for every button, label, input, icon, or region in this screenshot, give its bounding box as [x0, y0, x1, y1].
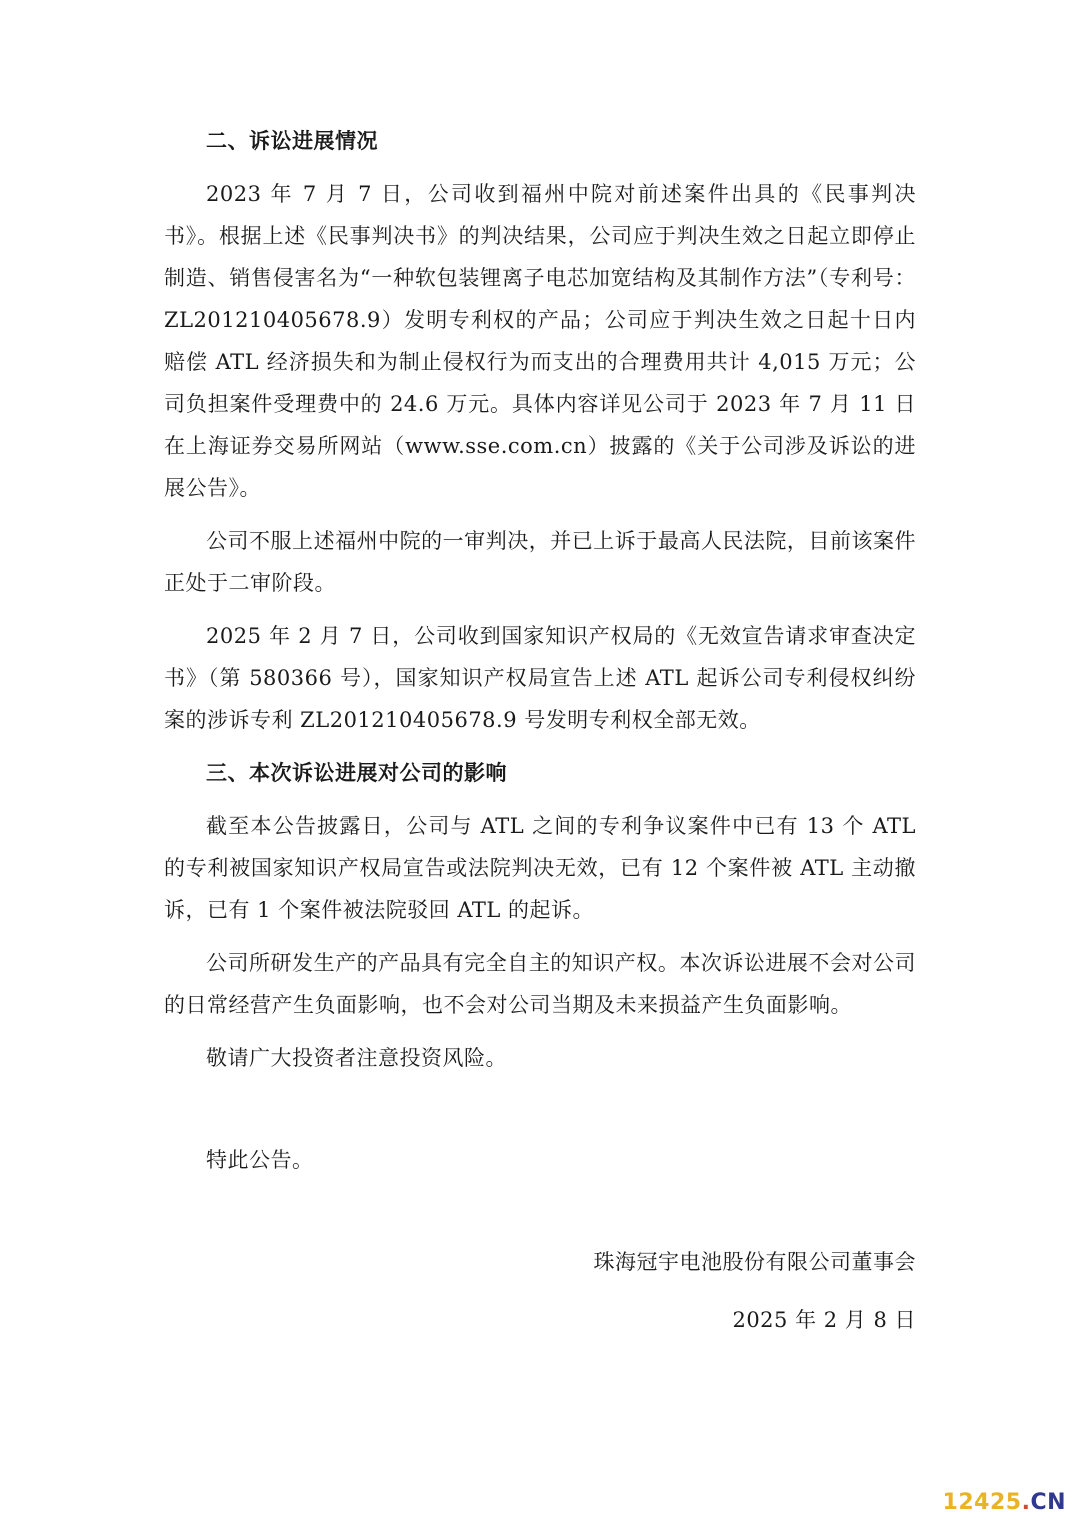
spacer	[164, 509, 916, 520]
spacer	[164, 1079, 916, 1139]
site-watermark	[943, 1490, 1066, 1515]
announcement-page	[164, 120, 916, 1341]
spacer	[164, 1026, 916, 1037]
risk-warning: 敬请广大投资者注意投资风险。	[206, 1046, 507, 1070]
watermark-suffix: CN	[1030, 1490, 1066, 1515]
closing-statement: 特此公告。	[206, 1148, 314, 1172]
watermark-dot: .	[1021, 1490, 1031, 1515]
section3-heading: 三、本次诉讼进展对公司的影响	[206, 761, 507, 785]
signature-date: 2025 年 2 月 8 日	[732, 1308, 916, 1332]
spacer	[164, 1181, 916, 1241]
spacer	[164, 162, 916, 173]
section3-paragraph-2: 公司所研发生产的产品具有完全自主的知识产权。本次诉讼进展不会对公司的日常经营产生负面影响，也不会对公司当期及未来损益产生负面影响。	[164, 951, 916, 1017]
section2-paragraph-2: 公司不服上述福州中院的一审判决，并已上诉于最高人民法院，目前该案件正处于二审阶段。	[164, 529, 916, 595]
spacer	[164, 794, 916, 805]
spacer	[164, 741, 916, 752]
section2-paragraph-3: 2025 年 2 月 7 日，公司收到国家知识产权局的《无效宣告请求审查决定书》（第 580366 号），国家知识产权局宣告上述 ATL 起诉公司专利侵权纠纷案的涉诉专利 ZL201210405678.9 号发明专利权全部无效。	[164, 624, 916, 732]
section2-heading: 二、诉讼进展情况	[206, 129, 378, 153]
spacer	[164, 604, 916, 615]
watermark-number: 12425	[942, 1490, 1022, 1515]
signature-company: 珠海冠宇电池股份有限公司董事会	[593, 1250, 916, 1274]
section3-paragraph-1: 截至本公告披露日，公司与 ATL 之间的专利争议案件中已有 13 个 ATL 的专利被国家知识产权局宣告或法院判决无效，已有 12 个案件被 ATL 主动撤诉，已有 1 个案件被法院驳回 ATL 的起诉。	[164, 814, 916, 922]
spacer	[164, 1283, 916, 1299]
spacer	[164, 931, 916, 942]
section2-paragraph-1: 2023 年 7 月 7 日，公司收到福州中院对前述案件出具的《民事判决书》。根据上述《民事判决书》的判决结果，公司应于判决生效之日起立即停止制造、销售侵害名为“一种软包装锂离子电芯加宽结构及其制作方法”（专利号：ZL201210405678.9）发明专利权的产品；公司应于判决生效之日起十日内赔偿 ATL 经济损失和为制止侵权行为而支出的合理费用共计 4,015 万元；公司负担案件受理费中的 24.6 万元。具体内容详见公司于 2023 年 7 月 11 日在上海证券交易所网站（www.sse.com.cn）披露的《关于公司涉及诉讼的进展公告》。	[164, 182, 916, 500]
